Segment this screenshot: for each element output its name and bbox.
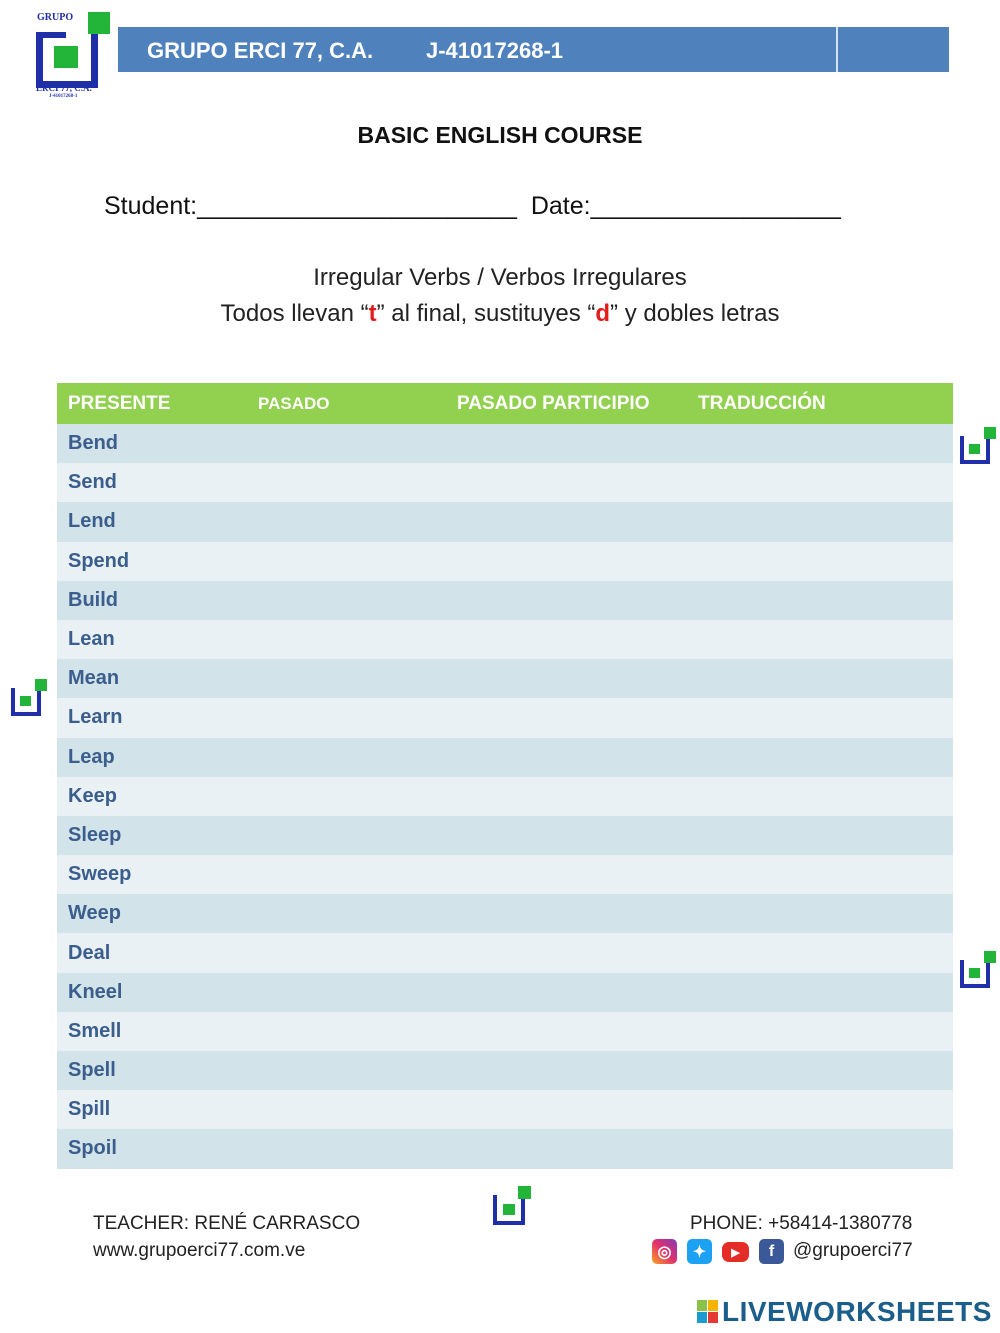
verb-presente: Learn (57, 698, 247, 737)
answer-pasado-participio[interactable] (446, 698, 687, 737)
liveworksheets-brand: LIVEWORKSHEETS (722, 1296, 992, 1327)
answer-pasado-participio[interactable] (446, 463, 687, 502)
answer-traduccion[interactable] (687, 894, 953, 933)
verb-presente: Sweep (57, 855, 247, 894)
answer-traduccion[interactable] (687, 542, 953, 581)
answer-pasado-participio[interactable] (446, 502, 687, 541)
verb-table-body (57, 424, 953, 1169)
subtitle-text-b: ” al final, sustituyes “ (376, 300, 596, 327)
answer-pasado-participio[interactable] (446, 933, 687, 972)
answer-traduccion[interactable] (687, 973, 953, 1012)
verb-presente: Build (57, 581, 247, 620)
header-rif: J-41017268-1 (426, 38, 564, 63)
subtitle-line1: Irregular Verbs / Verbos Irregulares (313, 264, 687, 291)
header-pasado-participio: PASADO PARTICIPIO (446, 383, 687, 424)
verb-presente: Smell (57, 1012, 247, 1051)
table-row (57, 894, 953, 933)
verb-presente: Mean (57, 659, 247, 698)
answer-traduccion[interactable] (687, 698, 953, 737)
answer-pasado[interactable] (247, 424, 446, 463)
answer-pasado[interactable] (247, 1090, 446, 1129)
header-bar (118, 27, 949, 72)
verb-presente: Kneel (57, 973, 247, 1012)
verb-presente: Keep (57, 777, 247, 816)
answer-traduccion[interactable] (687, 855, 953, 894)
verb-presente: Weep (57, 894, 247, 933)
website-link[interactable]: www.grupoerci77.com.ve (93, 1240, 306, 1261)
answer-pasado-participio[interactable] (446, 424, 687, 463)
table-row (57, 463, 953, 502)
answer-pasado-participio[interactable] (446, 816, 687, 855)
table-row (57, 1012, 953, 1051)
answer-traduccion[interactable] (687, 581, 953, 620)
answer-pasado-participio[interactable] (446, 738, 687, 777)
answer-pasado-participio[interactable] (446, 855, 687, 894)
table-row (57, 855, 953, 894)
liveworksheets-logo-icon (697, 1300, 719, 1324)
verb-presente: Spell (57, 1051, 247, 1090)
subtitle-text-a: Todos llevan “ (220, 300, 369, 327)
answer-pasado[interactable] (247, 581, 446, 620)
answer-pasado-participio[interactable] (446, 1129, 687, 1168)
answer-pasado[interactable] (247, 698, 446, 737)
answer-pasado[interactable] (247, 1012, 446, 1051)
answer-pasado-participio[interactable] (446, 894, 687, 933)
answer-pasado-participio[interactable] (446, 1051, 687, 1090)
watermark-logo-right-top (958, 426, 998, 472)
table-row (57, 1129, 953, 1168)
answer-pasado-participio[interactable] (446, 620, 687, 659)
answer-pasado[interactable] (247, 1051, 446, 1090)
table-row (57, 933, 953, 972)
answer-pasado[interactable] (247, 894, 446, 933)
header-presente: PRESENTE (57, 383, 247, 424)
answer-traduccion[interactable] (687, 1090, 953, 1129)
table-row (57, 816, 953, 855)
watermark-logo-left (9, 678, 49, 724)
student-date-fields (104, 192, 841, 221)
answer-pasado[interactable] (247, 855, 446, 894)
youtube-icon[interactable]: ▶ (722, 1242, 749, 1262)
verb-presente: Spend (57, 542, 247, 581)
answer-pasado-participio[interactable] (446, 777, 687, 816)
student-label: Student: (104, 192, 198, 220)
table-row (57, 581, 953, 620)
verb-presente: Lend (57, 502, 247, 541)
answer-pasado[interactable] (247, 738, 446, 777)
answer-pasado[interactable] (247, 973, 446, 1012)
answer-traduccion[interactable] (687, 1051, 953, 1090)
table-row (57, 1090, 953, 1129)
answer-traduccion[interactable] (687, 502, 953, 541)
answer-traduccion[interactable] (687, 777, 953, 816)
answer-pasado-participio[interactable] (446, 1012, 687, 1051)
page-title: BASIC ENGLISH COURSE (357, 122, 643, 148)
answer-pasado[interactable] (247, 933, 446, 972)
answer-pasado[interactable] (247, 816, 446, 855)
twitter-icon[interactable]: ✦ (687, 1239, 712, 1264)
answer-pasado[interactable] (247, 620, 446, 659)
header-pasado: PASADO (247, 383, 446, 424)
facebook-icon[interactable]: f (759, 1239, 784, 1264)
answer-pasado[interactable] (247, 659, 446, 698)
answer-pasado[interactable] (247, 463, 446, 502)
verb-presente: Spill (57, 1090, 247, 1129)
verb-presente: Sleep (57, 816, 247, 855)
date-label: Date: (530, 192, 591, 220)
table-row (57, 659, 953, 698)
highlight-d: d (595, 300, 611, 327)
verb-presente: Deal (57, 933, 247, 972)
table-row (57, 777, 953, 816)
table-row (57, 738, 953, 777)
date-blank[interactable]: __________________ (590, 192, 841, 220)
answer-traduccion[interactable] (687, 933, 953, 972)
answer-pasado-participio[interactable] (446, 542, 687, 581)
logo-rif-text: J-41017268-1 (49, 94, 78, 99)
subtitle-line2 (0, 300, 1000, 328)
verb-presente: Send (57, 463, 247, 502)
table-row (57, 973, 953, 1012)
answer-traduccion[interactable] (687, 424, 953, 463)
table-row (57, 502, 953, 541)
table-row (57, 620, 953, 659)
verb-presente: Leap (57, 738, 247, 777)
instagram-icon[interactable]: ◎ (652, 1239, 677, 1264)
answer-pasado-participio[interactable] (446, 581, 687, 620)
answer-traduccion[interactable] (687, 659, 953, 698)
watermark-logo-right-bottom (958, 950, 998, 996)
header-divider (836, 27, 838, 72)
answer-traduccion[interactable] (687, 1012, 953, 1051)
answer-pasado-participio[interactable] (446, 973, 687, 1012)
teacher-name: TEACHER: RENÉ CARRASCO (93, 1213, 361, 1234)
table-row (57, 424, 953, 463)
verb-presente: Bend (57, 424, 247, 463)
answer-pasado-participio[interactable] (446, 659, 687, 698)
social-handle[interactable]: @grupoerci77 (793, 1240, 913, 1261)
verb-presente: Spoil (57, 1129, 247, 1168)
highlight-t: t (368, 300, 377, 327)
watermark-logo-footer (491, 1185, 533, 1233)
verb-presente: Lean (57, 620, 247, 659)
logo-bottom-text: ERCI 77, C.A. (36, 83, 92, 93)
answer-pasado[interactable] (247, 542, 446, 581)
company-logo (34, 10, 114, 102)
header-company-name: GRUPO ERCI 77, C.A. (147, 38, 374, 63)
subtitle-text-c: ” y dobles letras (610, 300, 780, 327)
phone-number: PHONE: +58414-1380778 (690, 1213, 913, 1234)
table-row (57, 1051, 953, 1090)
answer-traduccion[interactable] (687, 816, 953, 855)
student-blank[interactable]: _______________________ (197, 192, 517, 220)
answer-pasado[interactable] (247, 1129, 446, 1168)
answer-pasado[interactable] (247, 777, 446, 816)
answer-traduccion[interactable] (687, 620, 953, 659)
answer-traduccion[interactable] (687, 1129, 953, 1168)
answer-traduccion[interactable] (687, 463, 953, 502)
logo-top-text: GRUPO (37, 12, 74, 23)
answer-pasado[interactable] (247, 502, 446, 541)
verb-table (57, 383, 953, 1169)
answer-pasado-participio[interactable] (446, 1090, 687, 1129)
table-row (57, 698, 953, 737)
header-traduccion: TRADUCCIÓN (687, 383, 953, 424)
answer-traduccion[interactable] (687, 738, 953, 777)
table-row (57, 542, 953, 581)
table-header-row (57, 383, 953, 424)
